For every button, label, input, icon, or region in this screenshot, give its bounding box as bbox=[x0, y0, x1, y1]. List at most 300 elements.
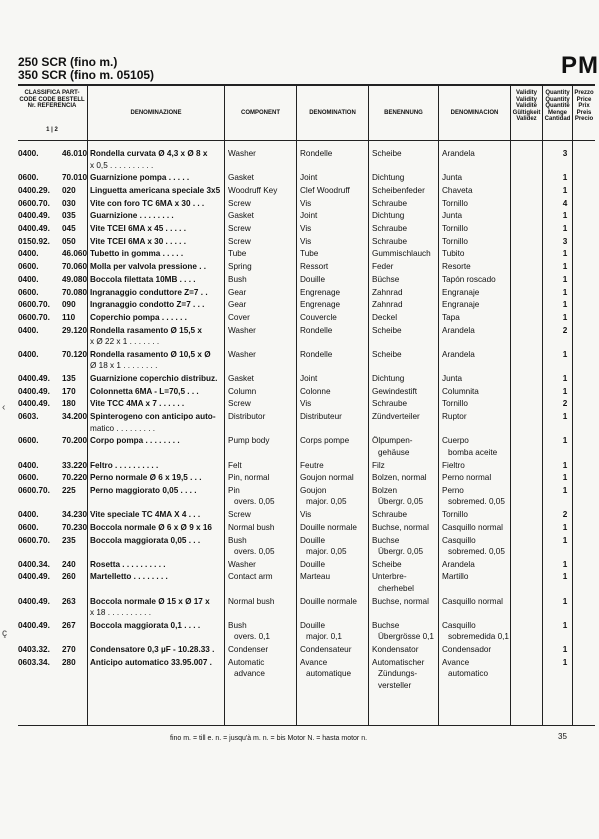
header-denominacion: DENOMINACION bbox=[450, 110, 499, 116]
header-quantity: Quantity Quantity Quantité Menge Cantidad bbox=[544, 90, 571, 122]
quantity: 1 bbox=[562, 596, 568, 606]
french-denomination: Colonne bbox=[300, 386, 331, 396]
part-code-group: 0400.49. bbox=[18, 224, 50, 233]
part-code-group: 0400. bbox=[18, 510, 39, 520]
spanish-denominacion: Arandela bbox=[442, 149, 475, 158]
part-code-group: 0600.70. bbox=[18, 535, 50, 545]
table-row bbox=[18, 486, 595, 509]
french-denomination: Clef Woodruff bbox=[300, 185, 350, 195]
part-code-group: 0600. bbox=[18, 287, 39, 297]
english-component: Pin, normal bbox=[228, 473, 270, 483]
part-code-number: 035 bbox=[62, 211, 76, 221]
part-code-group: 0400.49. bbox=[18, 386, 50, 396]
german-benennung: Schraube bbox=[372, 236, 408, 246]
quantity: 1 bbox=[562, 300, 568, 310]
quantity: 1 bbox=[562, 173, 568, 183]
spanish-denominacion: Engranaje bbox=[442, 300, 480, 310]
french-denomination: Douille bbox=[300, 559, 326, 569]
french-denomination: Ressort bbox=[300, 262, 329, 272]
german-benennung: Dichtung bbox=[372, 374, 405, 383]
english-component: Tube bbox=[228, 249, 247, 259]
spanish-denominacion-continued: automatico bbox=[448, 669, 489, 679]
quantity: 2 bbox=[562, 510, 568, 520]
italian-description: Spinterogeno con anticipo auto- bbox=[90, 412, 216, 422]
table-row bbox=[18, 326, 595, 349]
quantity: 1 bbox=[562, 211, 568, 221]
german-benennung: Filz bbox=[372, 460, 385, 470]
part-code-number: 240 bbox=[62, 559, 76, 569]
quantity: 3 bbox=[562, 149, 568, 158]
table-row bbox=[18, 436, 595, 459]
french-denomination: Vis bbox=[300, 236, 312, 246]
french-denomination: Goujon normal bbox=[300, 473, 354, 483]
italian-description: Condensatore 0,3 µF - 10.28.33 . bbox=[90, 645, 215, 654]
header-denominazione: DENOMINAZIONE bbox=[130, 110, 182, 116]
english-component: Screw bbox=[228, 236, 251, 246]
part-code-number: 70.200 bbox=[62, 436, 88, 446]
page-number: 35 bbox=[558, 732, 567, 741]
italian-description: Perno maggiorato 0,05 . . . . bbox=[90, 485, 197, 495]
french-denomination: Vis bbox=[300, 198, 312, 208]
table-row bbox=[18, 412, 595, 435]
spanish-denominacion: Arandela bbox=[442, 349, 475, 359]
part-code-number: 70.060 bbox=[62, 262, 88, 272]
table-row bbox=[18, 523, 595, 535]
french-denomination: Vis bbox=[300, 510, 312, 520]
german-benennung: Bolzen, normal bbox=[372, 473, 427, 483]
spanish-denominacion: Tornillo bbox=[442, 224, 468, 233]
table-row bbox=[18, 374, 595, 386]
table-row bbox=[18, 173, 595, 185]
english-component: Condenser bbox=[228, 645, 269, 654]
table-bottom-rule bbox=[18, 725, 595, 726]
part-code-group: 0400. bbox=[18, 249, 39, 259]
french-denomination: Rondelle bbox=[300, 149, 333, 158]
table-row bbox=[18, 560, 595, 572]
english-component: Gear bbox=[228, 300, 247, 310]
italian-description: Boccola maggiorata 0,05 . . . bbox=[90, 535, 201, 545]
french-denomination: Joint bbox=[300, 173, 318, 183]
german-benennung: Kondensator bbox=[372, 645, 419, 654]
spanish-denominacion: Avance bbox=[442, 657, 470, 667]
italian-description: Feltro . . . . . . . . . . bbox=[90, 460, 159, 470]
spanish-denominacion: Tornillo bbox=[442, 198, 468, 208]
table-row bbox=[18, 572, 595, 595]
part-code-group: 0400.49. bbox=[18, 596, 50, 606]
part-code-group: 0400. bbox=[18, 460, 39, 470]
italian-description-continued: x 18 . . . . . . . . . . bbox=[90, 608, 151, 618]
quantity: 2 bbox=[562, 399, 568, 409]
part-code-group: 0400.49. bbox=[18, 620, 50, 630]
part-code-group: 0600. bbox=[18, 436, 39, 446]
italian-description: Rondella rasamento Ø 15,5 x bbox=[90, 325, 202, 335]
quantity: 1 bbox=[562, 374, 568, 383]
french-denomination: Goujon bbox=[300, 485, 327, 495]
quantity: 1 bbox=[562, 620, 568, 630]
quantity: 2 bbox=[562, 325, 568, 335]
spanish-denominacion: Chaveta bbox=[442, 185, 473, 195]
spanish-denominacion: Fieltro bbox=[442, 460, 465, 470]
french-denomination-continued: major. 0,1 bbox=[306, 632, 342, 642]
quantity: 1 bbox=[562, 312, 568, 322]
french-denomination: Joint bbox=[300, 374, 318, 383]
english-component: Bush bbox=[228, 274, 247, 284]
spanish-denominacion: Junta bbox=[442, 211, 463, 221]
german-benennung: Bolzen bbox=[372, 485, 398, 495]
part-code-number: 280 bbox=[62, 657, 76, 667]
quantity: 1 bbox=[562, 473, 568, 483]
spanish-denominacion: Engranaje bbox=[442, 287, 480, 297]
part-code-number: 263 bbox=[62, 596, 76, 606]
german-benennung: Zahnrad bbox=[372, 300, 403, 310]
part-code-group: 0400.29. bbox=[18, 185, 50, 195]
english-component: Contact arm bbox=[228, 572, 273, 582]
italian-description: Guarnizione . . . . . . . . bbox=[90, 211, 174, 221]
english-component: Distributor bbox=[228, 412, 266, 422]
french-denomination: Douille bbox=[300, 274, 326, 284]
english-component: Bush bbox=[228, 535, 247, 545]
english-component: Washer bbox=[228, 149, 256, 158]
english-component: Pump body bbox=[228, 436, 270, 446]
german-benennung: Scheibe bbox=[372, 559, 402, 569]
german-benennung: Schraube bbox=[372, 399, 408, 409]
english-component: Screw bbox=[228, 224, 251, 233]
part-code-group: 0400.34. bbox=[18, 559, 50, 569]
part-code-number: 090 bbox=[62, 300, 76, 310]
header-component: COMPONENT bbox=[241, 110, 280, 116]
part-code-number: 70.220 bbox=[62, 473, 88, 483]
part-code-number: 270 bbox=[62, 645, 76, 654]
part-code-number: 29.120 bbox=[62, 325, 88, 335]
italian-description: Vite speciale TC 4MA X 4 . . . bbox=[90, 510, 201, 520]
quantity: 1 bbox=[562, 224, 568, 233]
spanish-denominacion: Casquillo bbox=[442, 535, 476, 545]
italian-description: Coperchio pompa . . . . . . bbox=[90, 312, 187, 322]
english-component: Normal bush bbox=[228, 522, 275, 532]
table-row bbox=[18, 186, 595, 198]
part-code-group: 0600.70. bbox=[18, 300, 50, 310]
part-code-group: 0150.92. bbox=[18, 236, 50, 246]
header-bottom-rule bbox=[18, 140, 595, 141]
part-code-group: 0400.49. bbox=[18, 211, 50, 221]
german-benennung-continued: gehäuse bbox=[378, 447, 410, 457]
part-code-number: 235 bbox=[62, 535, 76, 545]
part-code-number: 110 bbox=[62, 312, 76, 322]
english-component: Column bbox=[228, 386, 257, 396]
german-benennung: Zündverteiler bbox=[372, 412, 420, 422]
italian-description: Perno normale Ø 6 x 19,5 . . . bbox=[90, 473, 202, 483]
quantity: 3 bbox=[562, 236, 568, 246]
german-benennung-continued: Übergr. 0,05 bbox=[378, 547, 424, 556]
german-benennung-continued: versteller bbox=[378, 680, 412, 690]
spanish-denominacion: Casquillo normal bbox=[442, 596, 503, 606]
part-code-number: 020 bbox=[62, 185, 76, 195]
french-denomination: Douille bbox=[300, 620, 326, 630]
table-row bbox=[18, 645, 595, 657]
german-benennung: Schraube bbox=[372, 224, 408, 233]
italian-description: Boccola normale Ø 6 x Ø 9 x 16 bbox=[90, 522, 212, 532]
table-row bbox=[18, 249, 595, 261]
table-row bbox=[18, 224, 595, 236]
table-row bbox=[18, 199, 595, 211]
spanish-denominacion: Arandela bbox=[442, 325, 475, 335]
title-350-scr: 350 SCR (fino m. 05105) bbox=[18, 68, 155, 82]
table-row bbox=[18, 597, 595, 620]
part-code-group: 0400. bbox=[18, 149, 39, 158]
italian-description-continued: Ø 18 x 1 . . . . . . . . bbox=[90, 361, 158, 371]
table-row bbox=[18, 313, 595, 325]
italian-description: Linguetta americana speciale 3x5 bbox=[90, 185, 221, 195]
part-code-number: 33.220 bbox=[62, 460, 88, 470]
spanish-denominacion: Ruptor bbox=[442, 412, 467, 422]
french-denomination-continued: major. 0,05 bbox=[306, 547, 347, 556]
part-code-group: 0600.70. bbox=[18, 485, 50, 495]
table-row bbox=[18, 658, 595, 693]
spanish-denominacion-continued: bomba aceite bbox=[448, 447, 498, 457]
spanish-denominacion: Perno bbox=[442, 485, 464, 495]
table-row bbox=[18, 510, 595, 522]
quantity: 1 bbox=[562, 522, 568, 532]
header-classification: CLASSIFICA PART-CODE CODE BESTELL Nr. REFERENCIA bbox=[19, 90, 85, 109]
quantity: 1 bbox=[562, 436, 568, 446]
english-component: Woodruff Key bbox=[228, 185, 278, 195]
table-row bbox=[18, 461, 595, 473]
table-row bbox=[18, 275, 595, 287]
english-component: Washer bbox=[228, 559, 256, 569]
french-denomination-continued: major. 0,05 bbox=[306, 497, 347, 507]
italian-description: Rosetta . . . . . . . . . . bbox=[90, 559, 166, 569]
spanish-denominacion: Tapón roscado bbox=[442, 274, 496, 284]
part-code-group: 0400. bbox=[18, 325, 39, 335]
margin-mark: ‹ bbox=[2, 402, 6, 413]
quantity: 1 bbox=[562, 386, 568, 396]
header-denomination: DENOMINATION bbox=[309, 110, 356, 116]
table-row bbox=[18, 237, 595, 249]
table-row bbox=[18, 288, 595, 300]
part-code-group: 0400. bbox=[18, 274, 39, 284]
german-benennung: Feder bbox=[372, 262, 394, 272]
french-denomination: Joint bbox=[300, 211, 318, 221]
table-row bbox=[18, 473, 595, 485]
spanish-denominacion-continued: sobremed. 0,05 bbox=[448, 547, 505, 556]
quantity: 1 bbox=[562, 559, 568, 569]
spanish-denominacion: Casquillo bbox=[442, 620, 476, 630]
part-code-group: 0600. bbox=[18, 173, 39, 183]
italian-description: Anticipo automatico 33.95.007 . bbox=[90, 657, 212, 667]
english-component: Washer bbox=[228, 325, 256, 335]
quantity: 1 bbox=[562, 185, 568, 195]
part-code-number: 260 bbox=[62, 572, 76, 582]
italian-description: Rondella curvata Ø 4,3 x Ø 8 x bbox=[90, 149, 208, 158]
german-benennung-continued: cherhebel bbox=[378, 583, 414, 593]
german-benennung: Buchse, normal bbox=[372, 522, 429, 532]
spanish-denominacion: Junta bbox=[442, 173, 463, 183]
quantity: 1 bbox=[562, 572, 568, 582]
english-component-continued: overs. 0,1 bbox=[234, 632, 270, 642]
part-code-number: 180 bbox=[62, 399, 76, 409]
table-row bbox=[18, 350, 595, 373]
french-denomination: Distributeur bbox=[300, 412, 342, 422]
german-benennung: Buchse bbox=[372, 620, 400, 630]
part-code-group: 0403.32. bbox=[18, 645, 50, 654]
italian-description: Boccola normale Ø 15 x Ø 17 x bbox=[90, 596, 210, 606]
italian-description: Vite TCEI 6MA x 45 . . . . . bbox=[90, 224, 187, 233]
part-code-number: 49.080 bbox=[62, 274, 88, 284]
italian-description: Vite con foro TC 6MA x 30 . . . bbox=[90, 198, 205, 208]
italian-description-continued: x Ø 22 x 1 . . . . . . . bbox=[90, 337, 160, 347]
english-component: Felt bbox=[228, 460, 242, 470]
english-component: Bush bbox=[228, 620, 247, 630]
part-code-group: 0600.70. bbox=[18, 198, 50, 208]
spanish-denominacion: Resorte bbox=[442, 262, 471, 272]
quantity: 4 bbox=[562, 198, 568, 208]
table-row bbox=[18, 387, 595, 399]
italian-description: Tubetto in gomma . . . . . bbox=[90, 249, 184, 259]
french-denomination: Engrenage bbox=[300, 287, 341, 297]
table-row bbox=[18, 300, 595, 312]
part-code-number: 34.200 bbox=[62, 412, 88, 422]
italian-description: Martelletto . . . . . . . . bbox=[90, 572, 168, 582]
footer-legend: fino m. = till e. n. = jusqu'à m. n. = bis Motor N. = hasta motor n. bbox=[170, 735, 368, 742]
part-code-group: 0400.49. bbox=[18, 374, 50, 383]
english-component: Normal bush bbox=[228, 596, 275, 606]
french-denomination: Rondelle bbox=[300, 325, 333, 335]
italian-description: Boccola maggiorata 0,1 . . . . bbox=[90, 620, 201, 630]
english-component: Spring bbox=[228, 262, 252, 272]
german-benennung: Schraube bbox=[372, 198, 408, 208]
german-benennung: Automatischer bbox=[372, 657, 425, 667]
part-code-number: 225 bbox=[62, 485, 76, 495]
spanish-denominacion: Junta bbox=[442, 374, 463, 383]
part-code-group: 0600. bbox=[18, 473, 39, 483]
english-component: Gasket bbox=[228, 173, 254, 183]
english-component-continued: advance bbox=[234, 669, 265, 679]
italian-description: Corpo pompa . . . . . . . . bbox=[90, 436, 180, 446]
spanish-denominacion: Columnita bbox=[442, 386, 479, 396]
english-component: Washer bbox=[228, 349, 256, 359]
italian-description: Rondella rasamento Ø 10,5 x Ø bbox=[90, 349, 211, 359]
quantity: 1 bbox=[562, 249, 568, 259]
french-denomination: Engrenage bbox=[300, 300, 341, 310]
german-benennung: Deckel bbox=[372, 312, 398, 322]
german-benennung: Scheibe bbox=[372, 149, 402, 158]
english-component: Screw bbox=[228, 399, 251, 409]
spanish-denominacion: Condensador bbox=[442, 645, 492, 654]
italian-description: Vite TCEI 6MA x 30 . . . . . bbox=[90, 236, 187, 246]
part-code-group: 0600. bbox=[18, 262, 39, 272]
french-denomination: Douille normale bbox=[300, 522, 357, 532]
part-code-group: 0600.70. bbox=[18, 312, 50, 322]
german-benennung-continued: Zündungs- bbox=[378, 669, 418, 679]
part-code-number: 170 bbox=[62, 386, 76, 396]
spanish-denominacion-continued: sobremed. 0,05 bbox=[448, 497, 505, 507]
french-denomination: Douille normale bbox=[300, 596, 357, 606]
french-denomination: Couvercle bbox=[300, 312, 337, 322]
title-250-scr: 250 SCR (fino m.) bbox=[18, 55, 118, 69]
spanish-denominacion: Martillo bbox=[442, 572, 469, 582]
german-benennung: Ölpumpen- bbox=[372, 436, 413, 446]
german-benennung: Buchse bbox=[372, 535, 400, 545]
english-component-continued: overs. 0,05 bbox=[234, 497, 275, 507]
italian-description: Molla per valvola pressione . . bbox=[90, 262, 207, 272]
header-col-numbers: 1 | 2 bbox=[46, 127, 58, 133]
english-component: Screw bbox=[228, 510, 251, 520]
header-validity: Validity Validity Validité Gültigkeit Validez bbox=[512, 90, 541, 122]
part-code-number: 70.010 bbox=[62, 173, 88, 183]
quantity: 1 bbox=[562, 412, 568, 422]
part-code-number: 70.230 bbox=[62, 522, 88, 532]
quantity: 1 bbox=[562, 657, 568, 667]
part-code-group: 0600. bbox=[18, 522, 39, 532]
part-code-number: 34.230 bbox=[62, 510, 88, 520]
german-benennung: Scheibe bbox=[372, 349, 402, 359]
english-component-continued: overs. 0,05 bbox=[234, 547, 275, 556]
english-component: Screw bbox=[228, 198, 251, 208]
italian-description-continued: matico . . . . . . . . . bbox=[90, 423, 156, 433]
spanish-denominacion: Arandela bbox=[442, 559, 475, 569]
italian-description: Ingranaggio condotto Z=7 . . . bbox=[90, 300, 205, 310]
part-code-group: 0603.34. bbox=[18, 657, 50, 667]
french-denomination: Marteau bbox=[300, 572, 331, 582]
french-denomination: Rondelle bbox=[300, 349, 333, 359]
german-benennung: Schraube bbox=[372, 510, 408, 520]
italian-description: Guarnizione coperchio distribuz. bbox=[90, 374, 218, 383]
part-code-number: 045 bbox=[62, 224, 76, 233]
margin-mark: ç bbox=[2, 628, 7, 639]
part-code-number: 70.080 bbox=[62, 287, 88, 297]
quantity: 1 bbox=[562, 349, 568, 359]
german-benennung: Gewindestift bbox=[372, 386, 418, 396]
quantity: 1 bbox=[562, 645, 568, 654]
part-code-number: 70.120 bbox=[62, 349, 88, 359]
french-denomination: Condensateur bbox=[300, 645, 352, 654]
part-code-group: 0603. bbox=[18, 412, 39, 422]
spanish-denominacion: Perno normal bbox=[442, 473, 492, 483]
french-denomination: Vis bbox=[300, 399, 312, 409]
german-benennung: Büchse bbox=[372, 274, 400, 284]
english-component: Automatic bbox=[228, 657, 265, 667]
part-code-number: 46.060 bbox=[62, 249, 88, 259]
part-code-number: 135 bbox=[62, 374, 76, 383]
english-component: Gear bbox=[228, 287, 247, 297]
quantity: 1 bbox=[562, 287, 568, 297]
german-benennung: Gummischlauch bbox=[372, 249, 431, 259]
german-benennung-continued: Übergrösse 0,1 bbox=[378, 632, 434, 642]
german-benennung: Zahnrad bbox=[372, 287, 403, 297]
part-code-number: 030 bbox=[62, 198, 76, 208]
spanish-denominacion-continued: sobremedida 0,1 bbox=[448, 632, 509, 642]
table-row bbox=[18, 262, 595, 274]
italian-description: Colonnetta 6MA - L=70,5 . . . bbox=[90, 386, 199, 396]
quantity: 1 bbox=[562, 460, 568, 470]
german-benennung: Scheibe bbox=[372, 325, 402, 335]
english-component: Pin bbox=[228, 485, 240, 495]
part-code-group: 0400.49. bbox=[18, 399, 50, 409]
table-row bbox=[18, 211, 595, 223]
english-component: Gasket bbox=[228, 374, 254, 383]
spanish-denominacion: Tapa bbox=[442, 312, 460, 322]
spanish-denominacion: Cuerpo bbox=[442, 436, 469, 446]
english-component: Gasket bbox=[228, 211, 254, 221]
quantity: 1 bbox=[562, 274, 568, 284]
table-row bbox=[18, 536, 595, 559]
header-benennung: BENENNUNG bbox=[384, 110, 423, 116]
part-code-group: 0400. bbox=[18, 349, 39, 359]
english-component: Cover bbox=[228, 312, 250, 322]
french-denomination: Avance bbox=[300, 657, 328, 667]
spanish-denominacion: Tornillo bbox=[442, 510, 468, 520]
french-denomination: Feutre bbox=[300, 460, 324, 470]
